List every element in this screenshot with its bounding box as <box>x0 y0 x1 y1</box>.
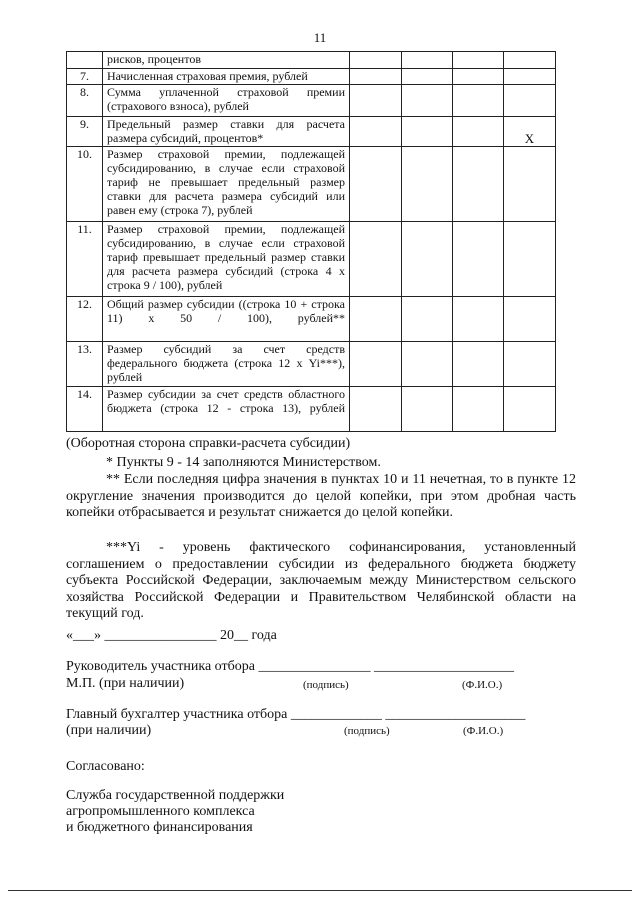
table-row <box>67 117 556 147</box>
value-cell <box>453 297 504 342</box>
value-cell <box>453 69 504 85</box>
row-description: Размер субсидии за счет средств областного бюджета (строка 12 - строка 13), рублей <box>103 387 350 432</box>
value-cell <box>453 147 504 222</box>
value-cell <box>453 117 504 147</box>
reverse-side-caption: (Оборотная сторона справки-расчета субсидии) <box>66 436 351 451</box>
seal-note: М.П. (при наличии) <box>66 676 185 691</box>
row-description: Общий размер субсидии ((строка 10 + строка 11) х 50 / 100), рублей** <box>103 297 350 342</box>
row-description: Размер страховой премии, подлежащей субсидированию, в случае если страховой тариф превышает предельный размер ставки для расчета размера субсидий (строка 4 х строка 9 / 100), рублей <box>103 222 350 297</box>
row-number: 13. <box>67 342 103 387</box>
value-cell <box>504 69 556 85</box>
footnote-3: ***Yi - уровень фактического софинансирования, установленный соглашением о предоставлении субсидии из федерального бюджета бюджету субъекта Российской Федерации, заключаемым между Министерством сельского хозяйства Российской Федерации и Правительством Челябинской области на текущий год. <box>66 540 576 622</box>
row-number: 9. <box>67 117 103 147</box>
value-cell <box>402 85 453 117</box>
value-cell <box>350 117 402 147</box>
value-cell <box>350 297 402 342</box>
value-cell: X <box>504 117 556 147</box>
value-cell <box>453 52 504 69</box>
row-number: 11. <box>67 222 103 297</box>
row-number: 7. <box>67 69 103 85</box>
value-cell <box>402 52 453 69</box>
service-line-3: и бюджетного финансирования <box>66 820 253 835</box>
value-cell <box>453 387 504 432</box>
table-row <box>67 297 556 342</box>
table-row <box>67 147 556 222</box>
value-cell <box>402 342 453 387</box>
value-cell <box>453 85 504 117</box>
value-cell <box>350 387 402 432</box>
row-description: Сумма уплаченной страховой премии (страхового взноса), рублей <box>103 85 350 117</box>
page-number: 11 <box>313 30 327 45</box>
row-number: 14. <box>67 387 103 432</box>
footnote-1: * Пункты 9 - 14 заполняются Министерством. <box>106 455 381 470</box>
table-row <box>67 85 556 117</box>
value-cell <box>402 222 453 297</box>
row-number: 12. <box>67 297 103 342</box>
row-description: Предельный размер ставки для расчета размера субсидий, процентов* <box>103 117 350 147</box>
head-signature-line: Руководитель участника отбора ________________ ____________________ <box>66 659 514 674</box>
fio-caption: (Ф.И.О.) <box>463 725 504 737</box>
value-cell <box>402 297 453 342</box>
value-cell <box>350 69 402 85</box>
table-row <box>67 52 556 69</box>
chief-accountant-sub: (при наличии) <box>66 723 152 738</box>
value-cell <box>350 85 402 117</box>
fio-caption: (Ф.И.О.) <box>462 679 503 691</box>
row-description: Размер субсидий за счет средств федерального бюджета (строка 12 х Yi***), рублей <box>103 342 350 387</box>
value-cell <box>350 342 402 387</box>
value-cell <box>504 85 556 117</box>
row-number <box>67 52 103 69</box>
value-cell <box>504 297 556 342</box>
row-description: Начисленная страховая премия, рублей <box>103 69 350 85</box>
subsidy-calculation-table <box>66 51 556 432</box>
date-line: «___» ________________ 20__ года <box>66 628 277 643</box>
value-cell <box>453 342 504 387</box>
table-row <box>67 69 556 85</box>
row-number: 8. <box>67 85 103 117</box>
table-row <box>67 222 556 297</box>
value-cell <box>504 52 556 69</box>
agreed-label: Согласовано: <box>66 759 145 774</box>
value-cell <box>350 222 402 297</box>
value-cell <box>350 147 402 222</box>
bottom-rule <box>8 890 632 891</box>
value-cell <box>402 69 453 85</box>
value-cell <box>504 342 556 387</box>
table-row <box>67 387 556 432</box>
value-cell <box>350 52 402 69</box>
row-number: 10. <box>67 147 103 222</box>
service-line-1: Служба государственной поддержки <box>66 788 285 803</box>
row-description: рисков, процентов <box>103 52 350 69</box>
signature-caption: (подпись) <box>344 725 390 737</box>
signature-caption: (подпись) <box>303 679 349 691</box>
value-cell <box>402 147 453 222</box>
service-line-2: агропромышленного комплекса <box>66 804 255 819</box>
value-cell <box>504 387 556 432</box>
row-description: Размер страховой премии, подлежащей субсидированию, в случае если страховой тариф не превышает предельный размер ставки для расчета размера субсидий или равен ему (строка 7), рублей <box>103 147 350 222</box>
chief-accountant-line: Главный бухгалтер участника отбора _____________ ____________________ <box>66 707 526 722</box>
value-cell <box>504 222 556 297</box>
value-cell <box>453 222 504 297</box>
value-cell <box>402 117 453 147</box>
value-cell <box>504 147 556 222</box>
value-cell <box>402 387 453 432</box>
table-row <box>67 342 556 387</box>
footnote-2: ** Если последняя цифра значения в пунктах 10 и 11 нечетная, то в пункте 12 округление значения производится до целой копейки, при этом дробная часть копейки отбрасывается и результат снижается до целой копейки. <box>66 472 576 521</box>
